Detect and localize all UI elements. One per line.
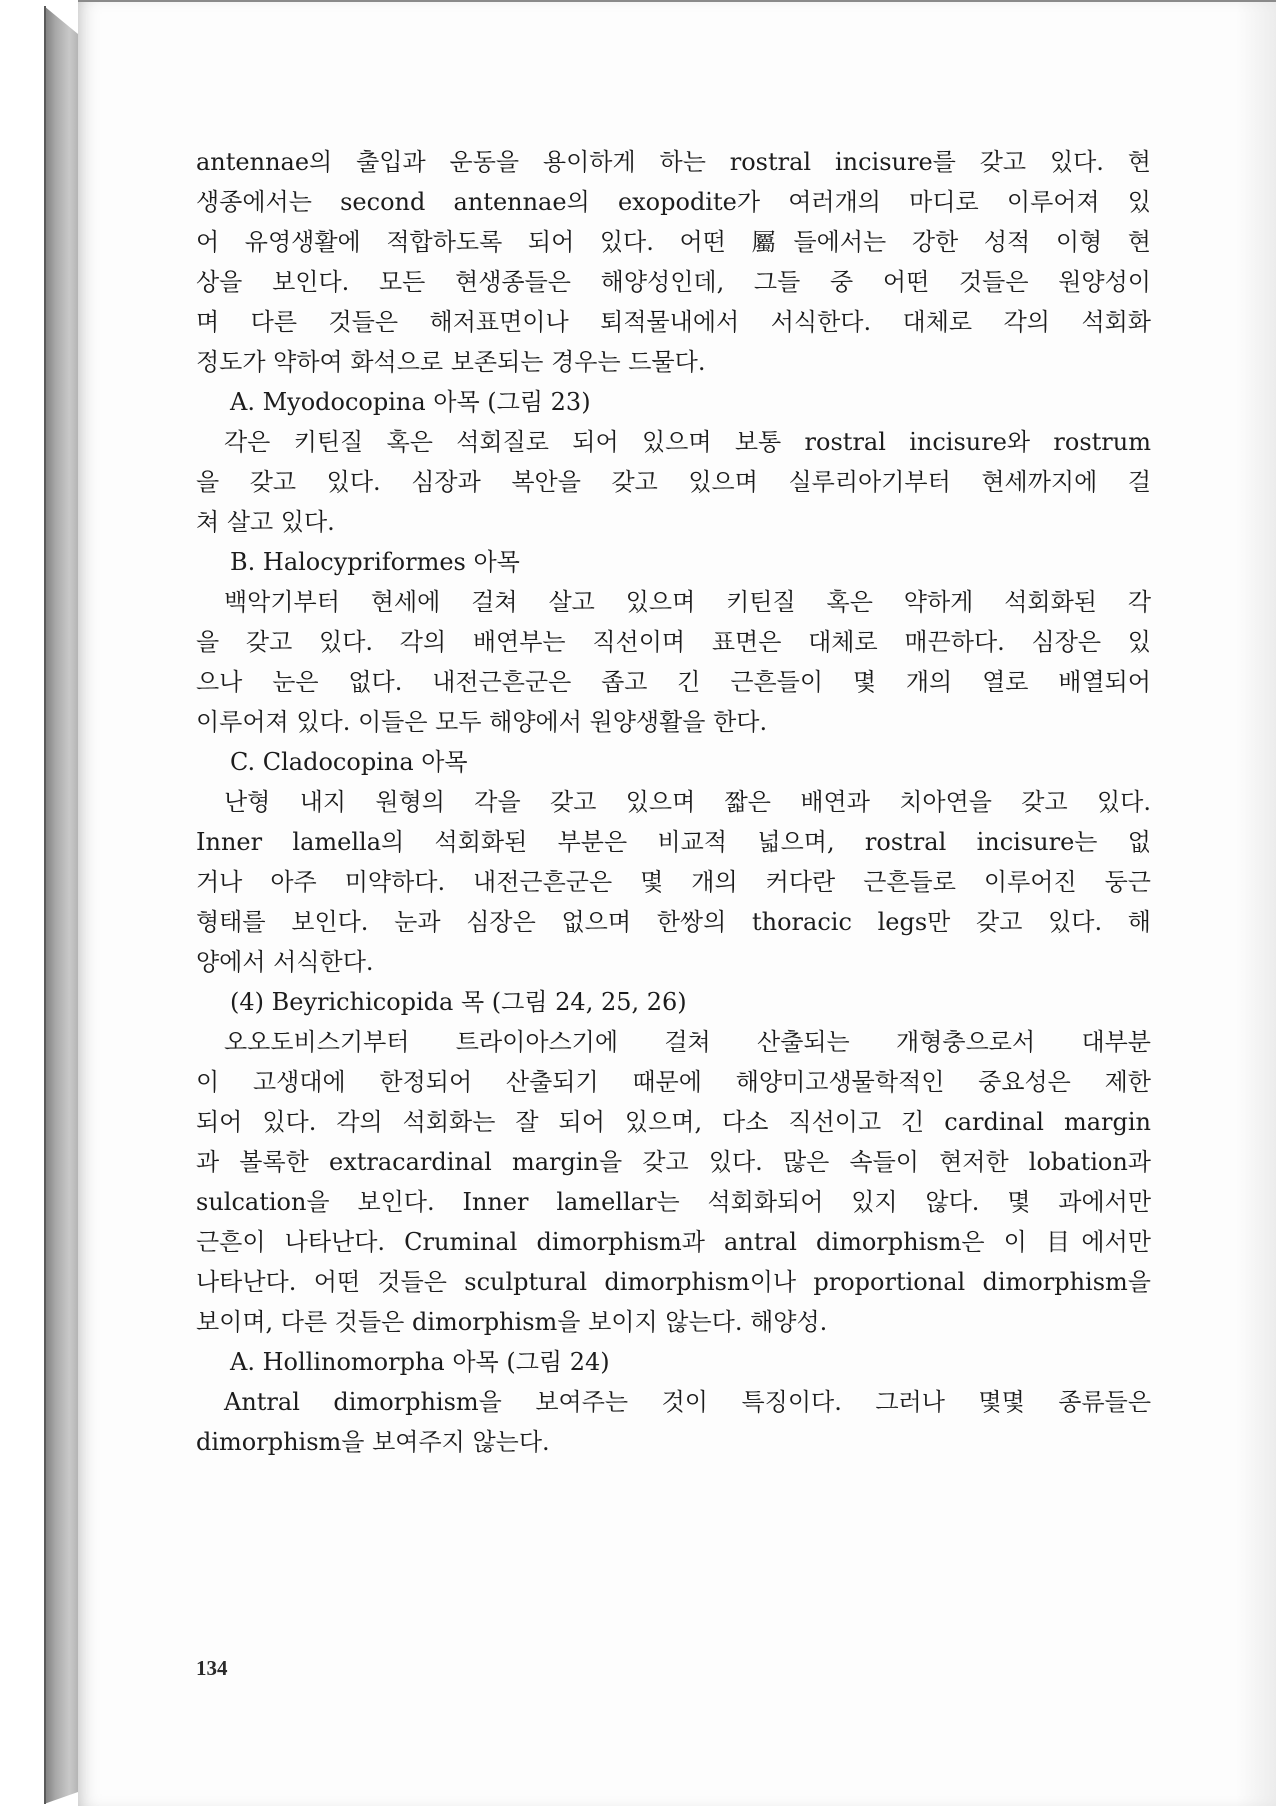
text-line: 으나 눈은 없다. 내전근흔군은 좁고 긴 근흔들이 몇 개의 열로 배열되어 (196, 668, 1151, 696)
text-line: Inner lamella의 석회화된 부분은 비교적 넓으며, rostral incisure는 없 (196, 828, 1151, 856)
text-line: 을 갖고 있다. 심장과 복안을 갖고 있으며 실루리아기부터 현세까지에 걸 (196, 468, 1151, 496)
text-line: 보이며, 다른 것들은 dimorphism을 보이지 않는다. 해양성. (196, 1308, 828, 1336)
text-line: 오오도비스기부터 트라이아스기에 걸쳐 산출되는 개형충으로서 대부분 (224, 1028, 1151, 1056)
section-heading: C. Cladocopina 아목 (230, 748, 468, 776)
section-heading: (4) Beyrichicopida 목 (그림 24, 25, 26) (230, 988, 687, 1016)
text-line: Antral dimorphism을 보여주는 것이 특징이다. 그러나 몇몇 종류들은 (224, 1388, 1151, 1416)
text-line: 양에서 서식한다. (196, 948, 374, 976)
text-line: 난형 내지 원형의 각을 갖고 있으며 짧은 배연과 치아연을 갖고 있다. (224, 788, 1151, 816)
body-text (196, 142, 1151, 1462)
text-line: 을 갖고 있다. 각의 배연부는 직선이며 표면은 대체로 매끈하다. 심장은 있 (196, 628, 1151, 656)
text-line: 이루어져 있다. 이들은 모두 해양에서 원양생활을 한다. (196, 708, 768, 736)
text-line: 백악기부터 현세에 걸쳐 살고 있으며 키틴질 혹은 약하게 석회화된 각 (224, 588, 1151, 616)
section-heading: A. Hollinomorpha 아목 (그림 24) (230, 1348, 610, 1376)
page-edge-shade (1236, 2, 1276, 1806)
text-line: 근흔이 나타난다. Cruminal dimorphism과 antral dimorphism은 이 目에서만 (196, 1228, 1151, 1256)
text-line: antennae의 출입과 운동을 용이하게 하는 rostral incisure를 갖고 있다. 현 (196, 148, 1151, 176)
text-line: 각은 키틴질 혹은 석회질로 되어 있으며 보통 rostral incisure와 rostrum (224, 428, 1151, 456)
book-spine (44, 6, 78, 1804)
text-line: 되어 있다. 각의 석회화는 잘 되어 있으며, 다소 직선이고 긴 cardinal margin (196, 1108, 1151, 1136)
text-line: 며 다른 것들은 해저표면이나 퇴적물내에서 서식한다. 대체로 각의 석회화 (196, 308, 1151, 336)
page-number: 134 (196, 1656, 228, 1680)
text-line: sulcation을 보인다. Inner lamellar는 석회화되어 있지 않다. 몇 과에서만 (196, 1188, 1151, 1216)
text-line: 이 고생대에 한정되어 산출되기 때문에 해양미고생물학적인 중요성은 제한 (196, 1068, 1151, 1096)
text-line: 상을 보인다. 모든 현생종들은 해양성인데, 그들 중 어떤 것들은 원양성이 (196, 268, 1151, 296)
section-heading: A. Myodocopina 아목 (그림 23) (230, 388, 591, 416)
text-line: 쳐 살고 있다. (196, 508, 335, 536)
section-heading: B. Halocypriformes 아목 (230, 548, 520, 576)
text-line: 정도가 약하여 화석으로 보존되는 경우는 드물다. (196, 348, 706, 376)
text-line: 거나 아주 미약하다. 내전근흔군은 몇 개의 커다란 근흔들로 이루어진 둥근 (196, 868, 1151, 896)
text-line: 나타난다. 어떤 것들은 sculptural dimorphism이나 proportional dimorphism을 (196, 1268, 1151, 1296)
text-line: 과 볼록한 extracardinal margin을 갖고 있다. 많은 속들이 현저한 lobation과 (196, 1148, 1151, 1176)
text-line: 생종에서는 second antennae의 exopodite가 여러개의 마디로 이루어져 있 (196, 188, 1151, 216)
text-line: dimorphism을 보여주지 않는다. (196, 1428, 550, 1456)
text-line: 형태를 보인다. 눈과 심장은 없으며 한쌍의 thoracic legs만 갖고 있다. 해 (196, 908, 1151, 936)
spine-edge-line (44, 6, 46, 1804)
text-line: 어 유영생활에 적합하도록 되어 있다. 어떤 屬들에서는 강한 성적 이형 현 (196, 228, 1151, 256)
